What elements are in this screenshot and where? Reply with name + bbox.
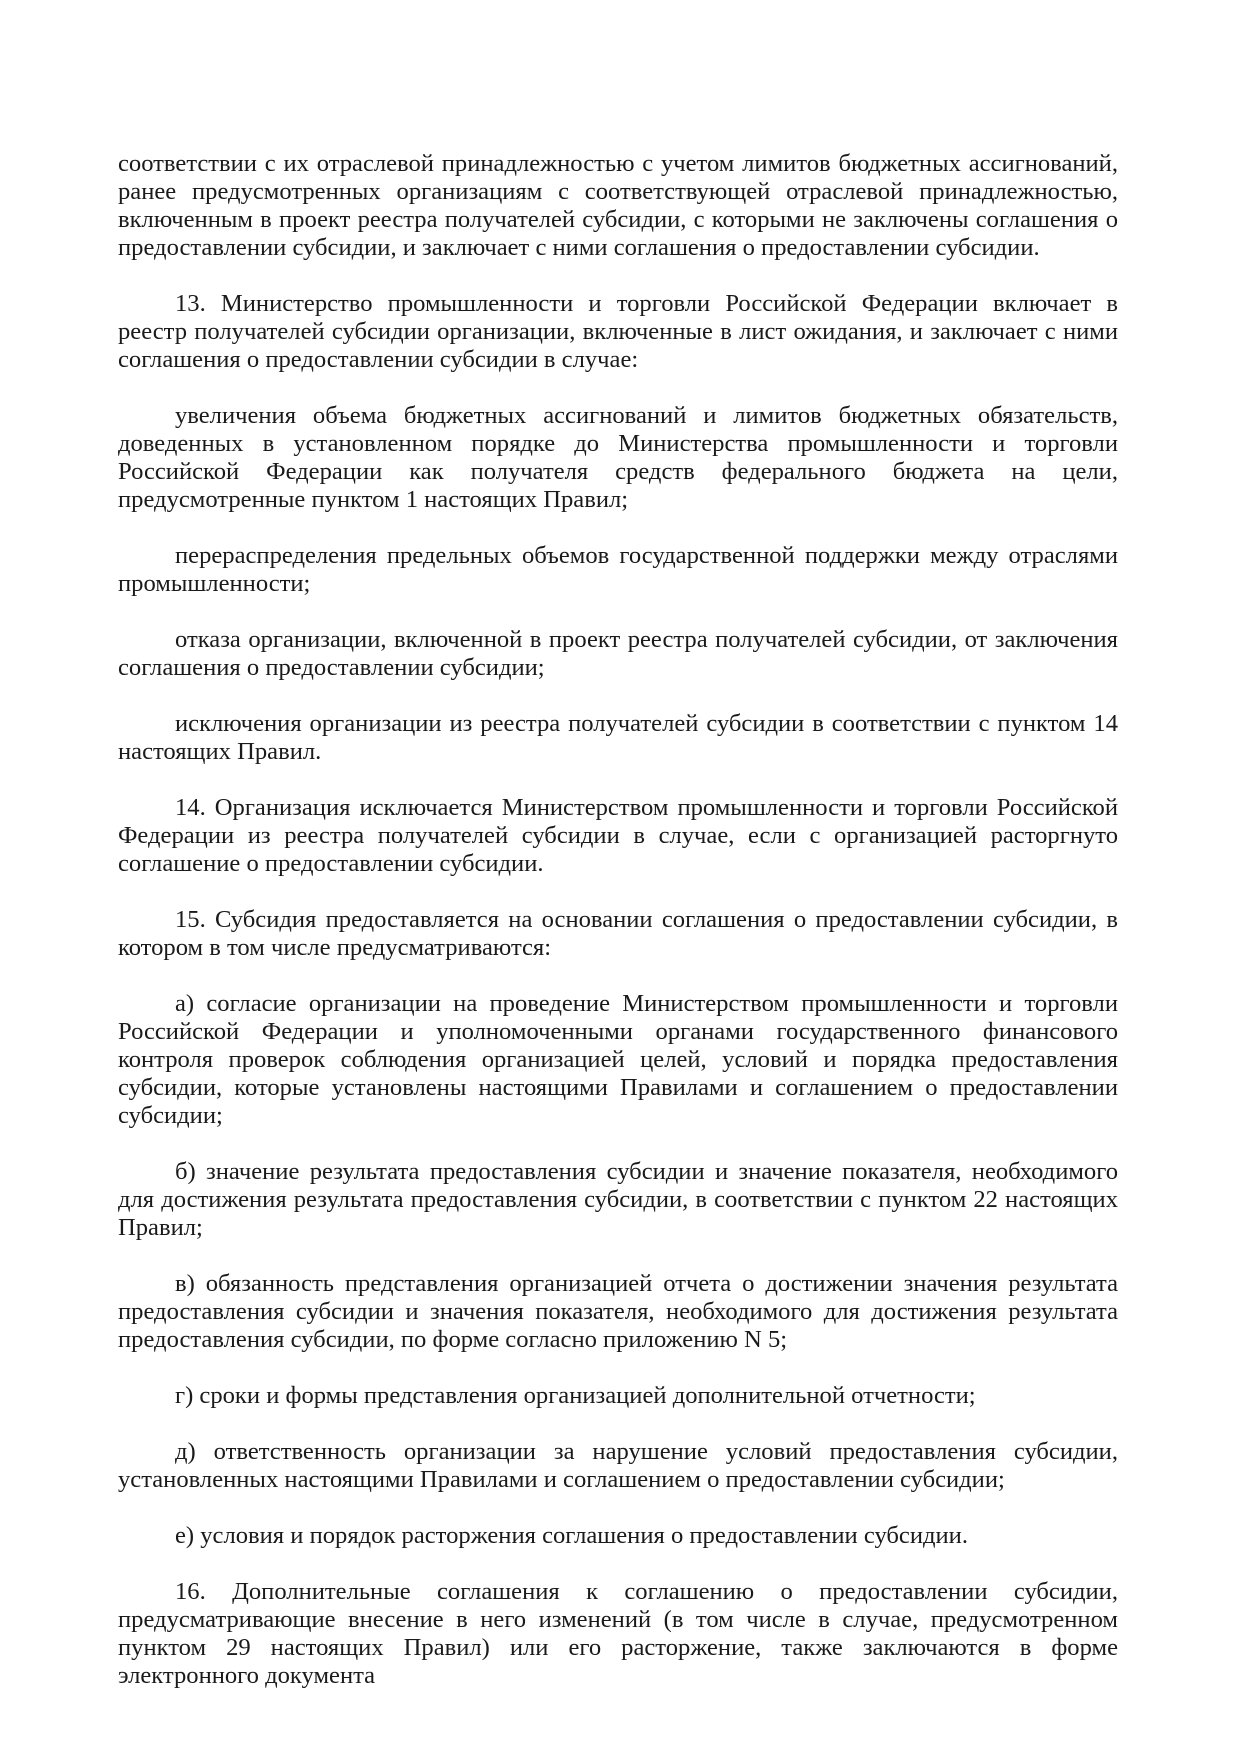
paragraph-13-item-budget-increase: увеличения объема бюджетных ассигнований и лимитов бюджетных обязательств, доведенных в установленном порядке до Министерства промышленности и торговли Российской Федерации как получателя средств федерального бюджета на цели, предусмотренные пунктом 1 настоящих Правил; xyxy=(118,402,1118,513)
paragraph-15-item-a: а) согласие организации на проведение Министерством промышленности и торговли Российской Федерации и уполномоченными органами государственного финансового контроля проверок соблюдения организацией целей, условий и порядка предоставления субсидии, которые установлены настоящими Правилами и соглашением о предоставлении субсидии; xyxy=(118,990,1118,1129)
paragraph-continuation: соответствии с их отраслевой принадлежностью с учетом лимитов бюджетных ассигнований, ранее предусмотренных организациям с соответствующей отраслевой принадлежностью, включенным в проект реестра получателей субсидии, с которыми не заключены соглашения о предоставлении субсидии, и заключает с ними соглашения о предоставлении субсидии. xyxy=(118,150,1118,261)
paragraph-15-item-e: е) условия и порядок расторжения соглашения о предоставлении субсидии. xyxy=(175,1522,968,1549)
paragraph-15-item-v: в) обязанность представления организацией отчета о достижении значения результата предоставления субсидии и значения показателя, необходимого для достижения результата предоставления субсидии, по форме согласно приложению N 5; xyxy=(118,1270,1118,1353)
paragraph-15-item-b: б) значение результата предоставления субсидии и значение показателя, необходимого для достижения результата предоставления субсидии, в соответствии с пунктом 22 настоящих Правил; xyxy=(118,1158,1118,1241)
paragraph-14: 14. Организация исключается Министерством промышленности и торговли Российской Федерации из реестра получателей субсидии в случае, если с организацией расторгнуто соглашение о предоставлении субсидии. xyxy=(118,794,1118,877)
document-body xyxy=(118,150,1118,1690)
paragraph-16: 16. Дополнительные соглашения к соглашению о предоставлении субсидии, предусматривающие внесение в него изменений (в том числе в случае, предусмотренном пунктом 29 настоящих Правил) или его расторжение, также заключаются в форме электронного документа xyxy=(118,1578,1118,1689)
paragraph-13-item-refusal: отказа организации, включенной в проект реестра получателей субсидии, от заключения соглашения о предоставлении субсидии; xyxy=(118,626,1118,681)
paragraph-13: 13. Министерство промышленности и торговли Российской Федерации включает в реестр получателей субсидии организации, включенные в лист ожидания, и заключает с ними соглашения о предоставлении субсидии в случае: xyxy=(118,290,1118,373)
paragraph-15-item-d: д) ответственность организации за нарушение условий предоставления субсидии, установленных настоящими Правилами и соглашением о предоставлении субсидии; xyxy=(118,1438,1118,1493)
paragraph-13-item-exclusion: исключения организации из реестра получателей субсидии в соответствии с пунктом 14 настоящих Правил. xyxy=(118,710,1118,765)
paragraph-15: 15. Субсидия предоставляется на основании соглашения о предоставлении субсидии, в котором в том числе предусматриваются: xyxy=(118,906,1118,961)
paragraph-15-item-g: г) сроки и формы представления организацией дополнительной отчетности; xyxy=(175,1382,976,1409)
paragraph-13-item-redistribution: перераспределения предельных объемов государственной поддержки между отраслями промышленности; xyxy=(118,542,1118,597)
